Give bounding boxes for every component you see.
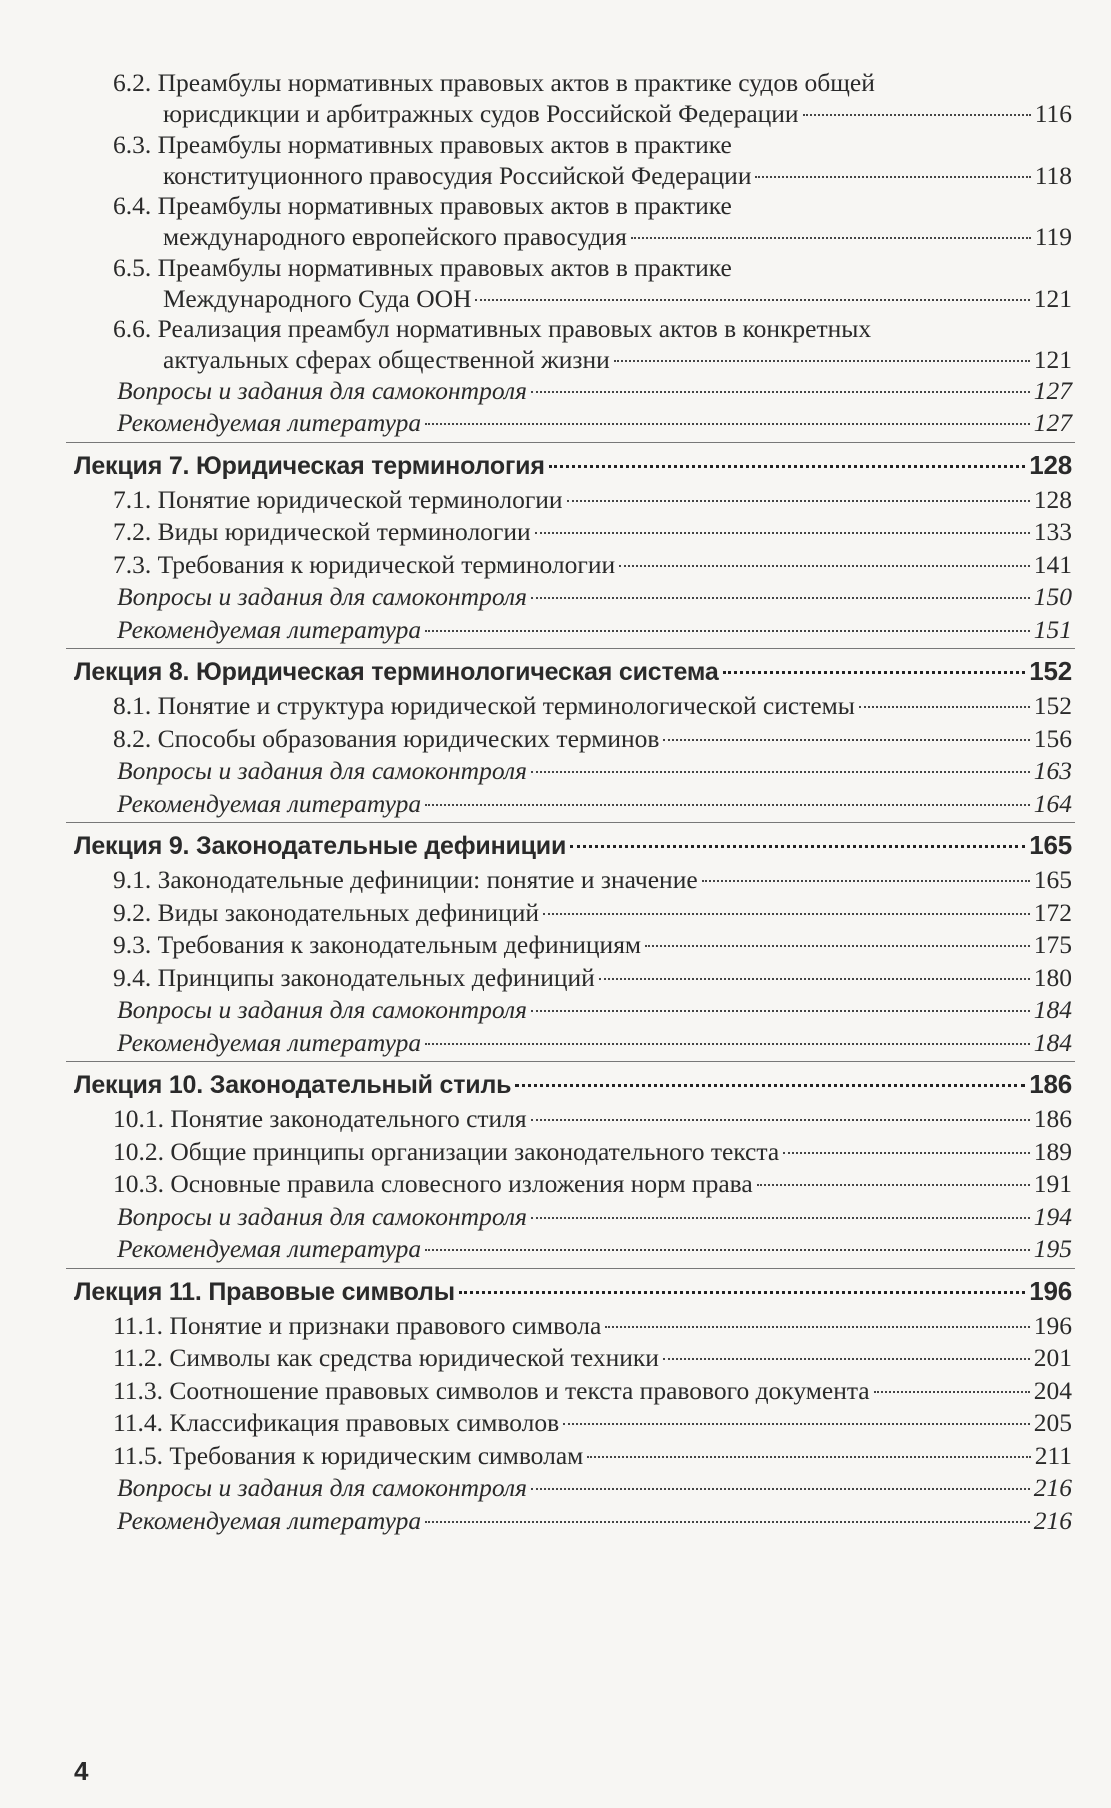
toc-entry-line[interactable] [74,1274,1072,1308]
page-ref: 186 [1029,1069,1072,1099]
page-ref: 127 [1033,408,1072,437]
toc-entry-line[interactable] [113,1102,1072,1136]
page-ref: 184 [1033,1027,1072,1057]
dot-leader [570,845,1025,848]
dot-leader [531,1488,1030,1490]
section-title: 9.4. Принципы законодательных дефиниций [113,962,595,992]
toc-entry-line[interactable] [74,828,1072,862]
dot-leader [803,114,1031,116]
dot-leader [723,671,1026,674]
section-title: 6.3. Преамбулы нормативных правовых актов в практике [113,129,732,159]
section-title: 6.6. Реализация преамбул нормативных правовых актов в конкретных [113,314,872,343]
section-title: 10.2. Общие принципы организации законодательного текста [113,1136,780,1166]
page-ref: 164 [1033,788,1072,818]
section-title: 7.3. Требования к юридической терминологии [113,549,616,579]
dot-leader [663,1358,1030,1360]
page-ref: 195 [1033,1234,1072,1263]
section-title: 7.1. Понятие юридической терминологии [113,484,563,514]
section-title: 6.5. Преамбулы нормативных правовых актов в практике [113,252,732,282]
section-note-title: Вопросы и задания для самоконтроля [117,1201,527,1231]
toc-entry-line[interactable] [113,515,1072,549]
section-title: 11.2. Символы как средства юридической техники [113,1343,659,1372]
page-ref: 127 [1033,375,1072,405]
page-ref: 205 [1033,1408,1072,1437]
page-ref: 150 [1033,582,1072,611]
dot-leader [425,423,1030,425]
section-title: 10.1. Понятие законодательного стиля [113,1104,527,1133]
page-ref: 133 [1033,517,1072,546]
section-note-title: Вопросы и задания для самоконтроля [117,756,527,785]
page-ref: 152 [1029,656,1072,686]
page-ref: 116 [1034,99,1072,128]
toc-entry-line[interactable] [163,282,1072,316]
toc-entry-line[interactable] [117,1471,1072,1505]
section-title: юрисдикции и арбитражных судов Российской Федерации [163,99,799,128]
dot-leader [531,1217,1030,1219]
dot-leader [631,237,1031,239]
dot-leader [567,500,1030,502]
dot-leader [663,739,1029,741]
page-ref: 165 [1029,830,1072,860]
section-divider [66,1268,1075,1269]
section-title: 8.1. Понятие и структура юридической терминологической системы [113,691,855,720]
dot-leader [425,1249,1030,1251]
page-ref: 172 [1033,897,1072,927]
section-title: 10.3. Основные правила словесного изложения норм права [113,1169,753,1198]
dot-leader [535,532,1030,534]
page-ref: 175 [1033,930,1072,959]
dot-leader [425,804,1030,806]
toc-entry-line[interactable] [117,787,1072,821]
dot-leader [515,1084,1025,1087]
toc-entry-line[interactable] [117,406,1072,440]
section-title: 6.4. Преамбулы нормативных правовых актов в практике [113,191,732,220]
lecture-title: Лекция 10. Законодательный стиль [74,1071,512,1099]
dot-leader [599,978,1030,980]
dot-leader [605,1326,1029,1328]
page-ref: 216 [1033,1505,1072,1535]
dot-leader [783,1152,1030,1154]
section-title: 7.2. Виды юридической терминологии [113,517,531,546]
toc-entry-line[interactable] [113,1341,1072,1375]
toc-entry-line[interactable] [113,548,1072,582]
page-ref: 151 [1033,614,1072,644]
dot-leader [587,1456,1030,1458]
section-divider [66,648,1075,649]
page-ref: 121 [1033,283,1072,313]
page-ref: 152 [1033,691,1072,720]
toc-entry-line[interactable] [117,993,1072,1027]
page-ref: 204 [1033,1375,1072,1405]
page-ref: 186 [1033,1104,1072,1133]
page-ref: 194 [1033,1201,1072,1231]
toc-entry-line[interactable] [113,1406,1072,1440]
dot-leader [645,945,1030,947]
dot-leader [702,880,1030,882]
page-ref: 165 [1033,865,1072,894]
lecture-title: Лекция 9. Законодательные дефиниции [74,832,567,860]
section-note-title: Рекомендуемая литература [117,1234,422,1263]
page-ref: 184 [1033,995,1072,1024]
toc-entry-line[interactable] [113,1309,1072,1343]
section-note-title: Вопросы и задания для самоконтроля [117,375,527,405]
page-ref: 118 [1034,160,1072,190]
section-title: 11.5. Требования к юридическим символам [113,1440,584,1470]
page-ref: 128 [1029,449,1072,480]
section-divider [66,442,1075,443]
section-title: 11.1. Понятие и признаки правового символа [113,1310,602,1340]
section-divider [66,822,1075,823]
section-title: 8.2. Способы образования юридических терминов [113,723,660,753]
toc-entry-line[interactable] [117,754,1072,788]
dot-leader [859,706,1030,708]
page-ref: 216 [1033,1473,1072,1502]
section-note-title: Вопросы и задания для самоконтроля [117,995,527,1024]
dot-leader [531,391,1030,393]
toc-entry-line[interactable] [113,1135,1072,1169]
toc-entry-line[interactable] [117,374,1072,408]
section-title: Международного Суда ООН [163,283,472,313]
dot-leader [563,1423,1030,1425]
section-title: 9.3. Требования к законодательным дефинициям [113,930,642,959]
dot-leader [531,771,1030,773]
toc-entry-line[interactable] [113,1374,1072,1408]
toc-entry-line[interactable] [113,1167,1072,1201]
page-ref: 191 [1033,1169,1072,1198]
section-note-title: Рекомендуемая литература [117,1027,422,1057]
toc-entry-line[interactable] [163,159,1072,193]
page-ref: 128 [1033,484,1072,514]
dot-leader [755,176,1030,178]
dot-leader [549,465,1026,468]
toc-entry-line[interactable] [113,896,1072,930]
section-title: актуальных сферах общественной жизни [163,345,610,374]
toc-entry-line[interactable] [117,1504,1072,1538]
toc-entry-line[interactable] [117,580,1072,614]
dot-leader [543,913,1030,915]
dot-leader [475,299,1029,301]
page-ref: 196 [1029,1275,1072,1306]
lecture-title: Лекция 11. Правовые символы [74,1277,455,1306]
page-number: 4 [74,1756,89,1786]
lecture-title: Лекция 8. Юридическая терминологическая система [74,658,719,686]
section-title: международного европейского правосудия [163,222,627,251]
section-note-title: Рекомендуемая литература [117,408,422,437]
toc-entry-line[interactable] [117,1200,1072,1234]
section-title: 9.1. Законодательные дефиниции: понятие и значение [113,865,698,894]
dot-leader [531,1119,1030,1121]
toc-entry-line[interactable] [163,97,1072,131]
dot-leader [425,630,1030,632]
dot-leader [425,1043,1030,1045]
page-ref: 180 [1033,962,1072,992]
section-title: 11.3. Соотношение правовых символов и текста правового документа [113,1375,870,1405]
toc-entry-line[interactable] [113,863,1072,897]
section-note-title: Вопросы и задания для самоконтроля [117,1473,527,1502]
section-divider [66,1061,1075,1062]
page-ref: 211 [1034,1440,1072,1470]
toc-entry-line[interactable] [74,448,1072,482]
dot-leader [619,565,1030,567]
page-ref: 119 [1034,222,1072,251]
section-note-title: Рекомендуемая литература [117,614,422,644]
toc-entry-line[interactable] [74,654,1072,688]
page-ref: 141 [1033,549,1072,579]
dot-leader [531,1010,1030,1012]
section-title: 6.2. Преамбулы нормативных правовых актов в практике судов общей [113,68,875,97]
page-ref: 196 [1033,1310,1072,1340]
section-note-title: Рекомендуемая литература [117,788,422,818]
toc-entry-line[interactable] [117,1232,1072,1266]
toc-entry-line[interactable] [113,928,1072,962]
toc-entry-line[interactable] [163,343,1072,377]
section-note-title: Рекомендуемая литература [117,1505,422,1535]
toc-entry-line[interactable] [163,220,1072,254]
toc-entry-line[interactable] [113,483,1072,517]
page-ref: 189 [1033,1136,1072,1166]
toc-entry-line[interactable] [113,722,1072,756]
toc-entry-line[interactable] [113,689,1072,723]
page-ref: 121 [1033,345,1072,374]
section-title: 9.2. Виды законодательных дефиниций [113,897,540,927]
page-ref: 156 [1033,723,1072,753]
section-note-title: Вопросы и задания для самоконтроля [117,582,527,611]
dot-leader [425,1521,1030,1523]
toc-entry-line[interactable] [74,1067,1072,1101]
dot-leader [531,597,1030,599]
toc-entry-line[interactable] [113,1439,1072,1473]
dot-leader [614,360,1030,362]
dot-leader [459,1291,1025,1294]
section-title: 11.4. Классификация правовых символов [113,1408,560,1437]
lecture-title: Лекция 7. Юридическая терминология [74,451,545,480]
toc-entry-line[interactable] [113,961,1072,995]
page-ref: 163 [1033,756,1072,785]
page-ref: 201 [1033,1343,1072,1372]
toc-entry-line[interactable] [117,613,1072,647]
dot-leader [874,1391,1030,1393]
toc-entry-line[interactable] [117,1026,1072,1060]
section-title: конституционного правосудия Российской Федерации [163,160,752,190]
dot-leader [757,1184,1030,1186]
